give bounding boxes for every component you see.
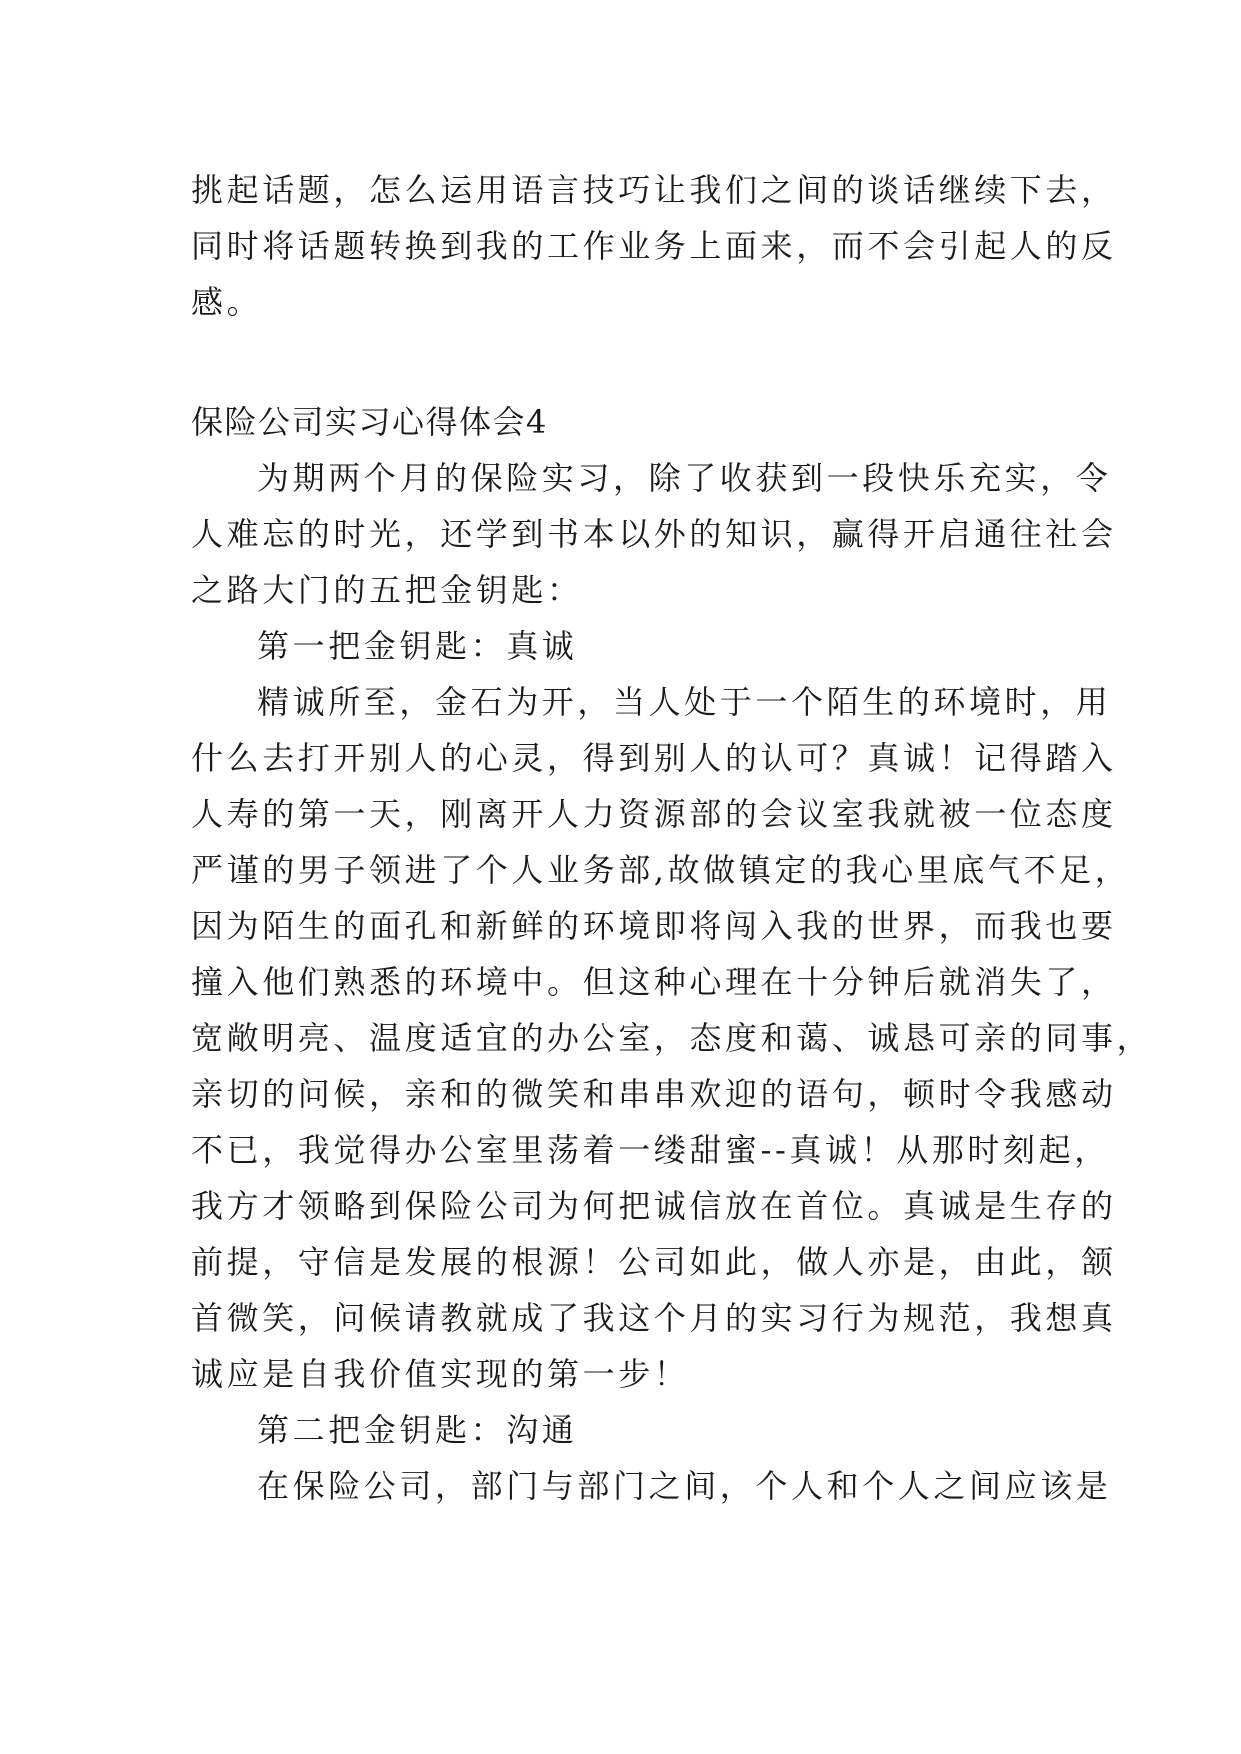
paragraph-intro-keys <box>191 450 1117 618</box>
text-line: 首微笑，问候请教就成了我这个月的实习行为规范，我想真 <box>191 1299 1117 1337</box>
text-line: 人难忘的时光，还学到书本以外的知识，赢得开启通往社会 <box>191 515 1117 553</box>
text-line: 什么去打开别人的心灵，得到别人的认可？真诚！记得踏入 <box>191 739 1117 777</box>
section-title: 保险公司实习心得体会4 <box>191 403 548 441</box>
section-gap <box>191 330 1051 394</box>
text-line: 人寿的第一天，刚离开人力资源部的会议室我就被一位态度 <box>191 795 1117 833</box>
intro-paragraph <box>191 162 1117 330</box>
paragraph-sincerity <box>191 674 1153 1402</box>
text-line: 挑起话题，怎么运用语言技巧让我们之间的谈话继续下去， <box>191 171 1117 209</box>
text-line: 撞入他们熟悉的环境中。但这种心理在十分钟后就消失了， <box>191 963 1117 1001</box>
text-line: 在保险公司，部门与部门之间，个人和个人之间应该是 <box>257 1467 1112 1505</box>
text-line: 因为陌生的面孔和新鲜的环境即将闯入我的世界，而我也要 <box>191 907 1117 945</box>
text-line: 诚应是自我价值实现的第一步！ <box>191 1355 690 1393</box>
paragraph-communication <box>191 1458 1112 1514</box>
text-line: 严谨的男子领进了个人业务部,故做镇定的我心里底气不足， <box>191 851 1131 889</box>
text-line: 宽敞明亮、温度适宜的办公室，态度和蔼、诚恳可亲的同事， <box>191 1019 1153 1057</box>
document-body <box>191 162 1153 1514</box>
text-line: 前提，守信是发展的根源！公司如此，做人亦是，由此，颔 <box>191 1243 1117 1281</box>
text-line: 为期两个月的保险实习，除了收获到一段快乐充实，令 <box>257 459 1112 497</box>
text-line: 亲切的问候，亲和的微笑和串串欢迎的语句，顿时令我感动 <box>191 1075 1117 1113</box>
text-line: 同时将话题转换到我的工作业务上面来，而不会引起人的反 <box>191 227 1117 265</box>
text-line: 精诚所至，金石为开，当人处于一个陌生的环境时，用 <box>257 683 1112 721</box>
text-line: 之路大门的五把金钥匙： <box>191 571 583 609</box>
text-line: 不已，我觉得办公室里荡着一缕甜蜜--真诚！从那时刻起， <box>191 1131 1110 1169</box>
text-line: 我方才领略到保险公司为何把诚信放在首位。真诚是生存的 <box>191 1187 1117 1225</box>
key-two-title: 第二把金钥匙：沟通 <box>257 1411 578 1449</box>
key-one-title: 第一把金钥匙：真诚 <box>257 627 578 665</box>
text-line: 感。 <box>191 283 263 321</box>
